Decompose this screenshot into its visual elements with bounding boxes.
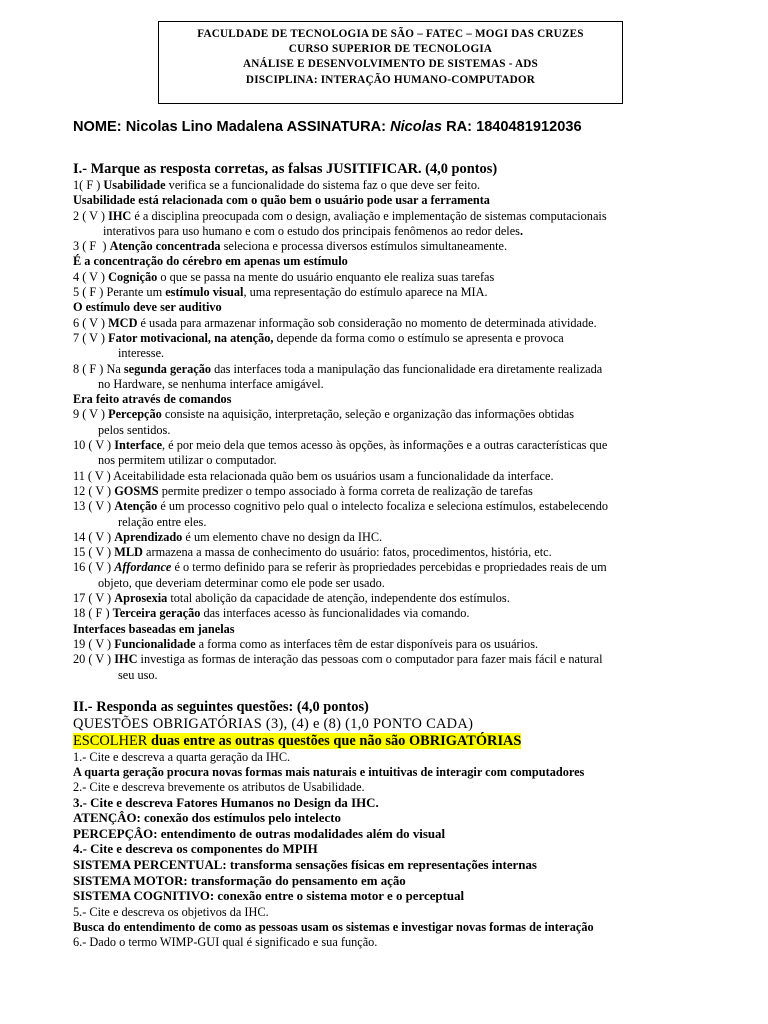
line-text: 6 ( V ) — [73, 315, 109, 330]
line-text: é o termo definido para se referir às propriedades percebidas e propriedades reais de um — [171, 560, 607, 575]
key-term: Funcionalidade — [114, 636, 196, 651]
section2-line — [73, 889, 693, 905]
line-text: permite predizer o tempo associado à forma correta de realização de tarefas — [158, 483, 533, 498]
section1-line — [73, 178, 693, 193]
answer-text: 4.- Cite e descreva os componentes do MPIH — [73, 842, 318, 857]
line-text: 11 ( V ) Aceitabilidade esta relacionada quão bem os usuários usam a funcionalidade da interface. — [73, 468, 554, 483]
line-text: 15 ( V ) — [73, 545, 115, 560]
line-text: 6.- Dado o termo WIMP-GUI qual é significado e sua função. — [73, 935, 378, 950]
line-text: total abolição da capacidade de atenção, independente dos estímulos. — [167, 591, 510, 606]
header-line-discipline: DISCIPLINA: INTERAÇÃO HUMANO-COMPUTADOR — [245, 73, 536, 86]
line-text: no Hardware, se nenhuma interface amigável. — [98, 376, 324, 391]
line-text: seu uso. — [118, 667, 158, 682]
section1-line — [73, 652, 693, 667]
document-header — [158, 21, 623, 104]
key-term: Atenção concentrada — [109, 239, 221, 254]
line-text: 4 ( V ) — [73, 269, 109, 284]
section1-line — [73, 193, 693, 208]
section2-line — [73, 905, 693, 920]
line-text: verifica se a funcionalidade do sistema faz o que deve ser feito. — [165, 178, 481, 192]
section1-line — [73, 438, 693, 453]
key-term: segunda geração — [123, 361, 211, 376]
section2-line — [73, 765, 693, 780]
section1-line — [73, 622, 693, 637]
answer-text: SISTEMA COGNITIVO: conexão entre o sistema motor e o perceptual — [73, 889, 465, 904]
section-1-title: I.- Marque as resposta corretas, as falsas JUSITIFICAR. (4,0 pontos) — [73, 161, 498, 177]
mandatory-questions-line: QUESTÕES OBRIGATÓRIAS (3), (4) e (8) (1,0 PONTO CADA) — [73, 715, 474, 732]
answer-text: SISTEMA PERCENTUAL: transforma sensações físicas em representações internas — [73, 858, 537, 873]
section1-line — [73, 499, 693, 514]
section1-line — [73, 560, 693, 575]
line-text: o que se passa na mente do usuário enquanto ele realiza suas tarefas — [157, 269, 495, 284]
line-text: é a disciplina preocupada com o design, avaliação e implementação de sistemas computacionais — [131, 208, 607, 223]
line-text: a forma como as interfaces têm de estar disponíveis para os usuários. — [195, 636, 539, 651]
section1-line — [73, 300, 693, 315]
section1-line — [73, 362, 693, 377]
line-text: 1.- Cite e descreva a quarta geração da IHC. — [73, 749, 291, 764]
line-text: 13 ( V ) — [73, 499, 115, 514]
answer-text: 3.- Cite e descreva Fatores Humanos no Design da IHC. — [73, 795, 379, 810]
section-2-lines — [73, 750, 693, 951]
key-term: Atenção — [114, 499, 158, 514]
line-text: 2 ( V ) — [73, 208, 109, 223]
key-term: Affordance — [114, 560, 172, 575]
line-text: 3 ( F ) — [73, 239, 110, 254]
section-1-lines — [73, 178, 693, 683]
section1-line — [73, 576, 693, 591]
section1-line — [73, 239, 693, 254]
line-text: , é por meio dela que temos acesso às opções, às informações e a outras características que — [162, 438, 608, 453]
section1-line — [73, 591, 693, 606]
section2-line — [73, 780, 693, 795]
section1-line — [73, 346, 693, 361]
line-text: 5.- Cite e descreva os objetivos da IHC. — [73, 904, 269, 919]
answer-text: A quarta geração procura novas formas mais naturais e intuitivas de interagir com computadores — [73, 765, 585, 780]
section2-line — [73, 874, 693, 890]
line-text: consiste na aquisição, interpretação, seleção e organização das informações obtidas — [161, 407, 575, 422]
line-text: é usada para armazenar informação sob consideração no momento de determinada atividade. — [137, 315, 597, 330]
exam-body — [73, 161, 693, 951]
section1-line — [73, 423, 693, 438]
key-term: estímulo visual — [165, 285, 244, 300]
section2-line — [73, 935, 693, 950]
line-text: 14 ( V ) — [73, 529, 115, 544]
line-text: é um elemento chave no design da IHC. — [182, 529, 383, 544]
answer-text: ATENÇÂO: conexão dos estímulos pelo intelecto — [73, 811, 341, 826]
answer-text: O estímulo deve ser auditivo — [73, 300, 222, 315]
header-line-course: CURSO SUPERIOR DE TECNOLOGIA — [288, 43, 493, 56]
line-text: 20 ( V ) — [73, 652, 115, 667]
line-text: armazena a massa de conhecimento do usuário: fatos, procedimentos, história, etc. — [142, 545, 552, 560]
section1-line — [73, 377, 693, 392]
section1-line — [73, 606, 693, 621]
section1-line — [73, 453, 693, 468]
line-text: 2.- Cite e descreva brevemente os atributos de Usabilidade. — [73, 780, 365, 795]
section2-line — [73, 796, 693, 812]
key-term: IHC — [114, 652, 138, 667]
key-term: Terceira geração — [112, 606, 201, 621]
line-text: seleciona e processa diversos estímulos simultaneamente. — [220, 239, 508, 254]
section1-line — [73, 484, 693, 499]
section2-line — [73, 811, 693, 827]
line-text: interesse. — [118, 346, 165, 361]
section1-line — [73, 637, 693, 652]
section1-line — [73, 407, 693, 422]
section1-line — [73, 392, 693, 407]
key-term: . — [519, 223, 524, 238]
line-text: 12 ( V ) — [73, 483, 115, 498]
student-info-line — [73, 119, 582, 135]
ra-label: RA: — [446, 119, 473, 135]
student-name: Nicolas Lino Madalena — [125, 119, 284, 135]
key-term: Cognição — [108, 269, 158, 284]
choose-highlight-word: ESCOLHER — [73, 732, 148, 749]
line-text: investiga as formas de interação das pessoas com o computador para fazer mais fácil e natural — [137, 652, 603, 667]
line-text: 7 ( V ) — [73, 330, 109, 345]
signature-label: ASSINATURA: — [286, 119, 387, 135]
section1-line — [73, 254, 693, 269]
line-text: interativos para uso humano e com o estudo dos principais fenômenos ao redor deles — [103, 223, 520, 238]
header-line-institution: FACULDADE DE TECNOLOGIA DE SÃO – FATEC – MOGI DAS CRUZES — [197, 28, 584, 40]
key-term: IHC — [108, 208, 132, 223]
line-text: , uma representação do estímulo aparece na MIA. — [243, 285, 488, 300]
key-term: Interface — [114, 438, 163, 453]
key-term: Fator motivacional, na atenção, — [108, 330, 274, 345]
line-text: 18 ( F ) — [73, 606, 113, 621]
key-term: GOSMS — [114, 483, 159, 498]
choose-instruction-line — [73, 733, 693, 750]
line-text: depende da forma como o estímulo se apresenta e provoca — [273, 330, 564, 345]
student-signature: Nicolas — [390, 119, 442, 135]
answer-text: PERCEPÇÂO: entendimento de outras modalidades além do visual — [73, 826, 446, 841]
section1-line — [73, 515, 693, 530]
section-2-title: II.- Responda as seguintes questões: (4,0 pontos) — [73, 698, 369, 715]
key-term: MCD — [108, 315, 138, 330]
line-text: relação entre eles. — [118, 514, 207, 529]
answer-text: É a concentração do cérebro em apenas um estímulo — [73, 254, 348, 269]
line-text: das interfaces acesso às funcionalidades via comando. — [200, 606, 470, 621]
key-term: Percepção — [108, 407, 162, 422]
section1-line — [73, 270, 693, 285]
answer-text: SISTEMA MOTOR: transformação do pensamento em ação — [73, 873, 406, 888]
line-text: 17 ( V ) — [73, 591, 115, 606]
section2-line — [73, 842, 693, 858]
section1-line — [73, 668, 693, 683]
choose-highlight-rest: duas entre as outras questões que não são OBRIGATÓRIAS — [147, 732, 522, 749]
section2-line — [73, 827, 693, 843]
section1-line — [73, 331, 693, 346]
line-text: 10 ( V ) — [73, 438, 115, 453]
line-text: das interfaces toda a manipulação das funcionalidade era diretamente realizada — [211, 361, 603, 376]
key-term: MLD — [114, 545, 143, 560]
line-text: 5 ( F ) Perante um — [73, 285, 166, 300]
section1-line — [73, 285, 693, 300]
answer-text: Era feito através de comandos — [73, 392, 232, 407]
line-text: 19 ( V ) — [73, 636, 115, 651]
section2-line — [73, 920, 693, 935]
section1-line — [73, 224, 693, 239]
section2-line — [73, 858, 693, 874]
key-term: Aprosexia — [114, 591, 168, 606]
line-text: 8 ( F ) Na — [73, 361, 124, 376]
line-text: 1( F ) — [73, 178, 104, 192]
name-label: NOME: — [73, 119, 122, 135]
line-text: 16 ( V ) — [73, 560, 115, 575]
answer-text: Usabilidade está relacionada com o quão bem o usuário pode usar a ferramenta — [73, 193, 490, 208]
section1-line — [73, 469, 693, 484]
section1-line — [73, 545, 693, 560]
section2-line — [73, 750, 693, 765]
answer-text: Interfaces baseadas em janelas — [73, 621, 235, 636]
section1-line — [73, 209, 693, 224]
header-line-program: ANÁLISE E DESENVOLVIMENTO DE SISTEMAS - ADS — [243, 58, 538, 71]
line-text: objeto, que deveriam determinar como ele pode ser usado. — [98, 575, 385, 590]
key-term: Usabilidade — [103, 178, 166, 192]
line-text: nos permitem utilizar o computador. — [98, 453, 277, 468]
key-term: Aprendizado — [114, 529, 183, 544]
section1-line — [73, 316, 693, 331]
section1-line — [73, 530, 693, 545]
line-text: pelos sentidos. — [98, 422, 171, 437]
line-text: 9 ( V ) — [73, 407, 109, 422]
answer-text: Busca do entendimento de como as pessoas usam os sistemas e investigar novas formas de interação — [73, 920, 594, 935]
line-text: é um processo cognitivo pelo qual o intelecto focaliza e seleciona estímulos, estabelecendo — [157, 499, 608, 514]
student-ra: 1840481912036 — [476, 119, 582, 135]
